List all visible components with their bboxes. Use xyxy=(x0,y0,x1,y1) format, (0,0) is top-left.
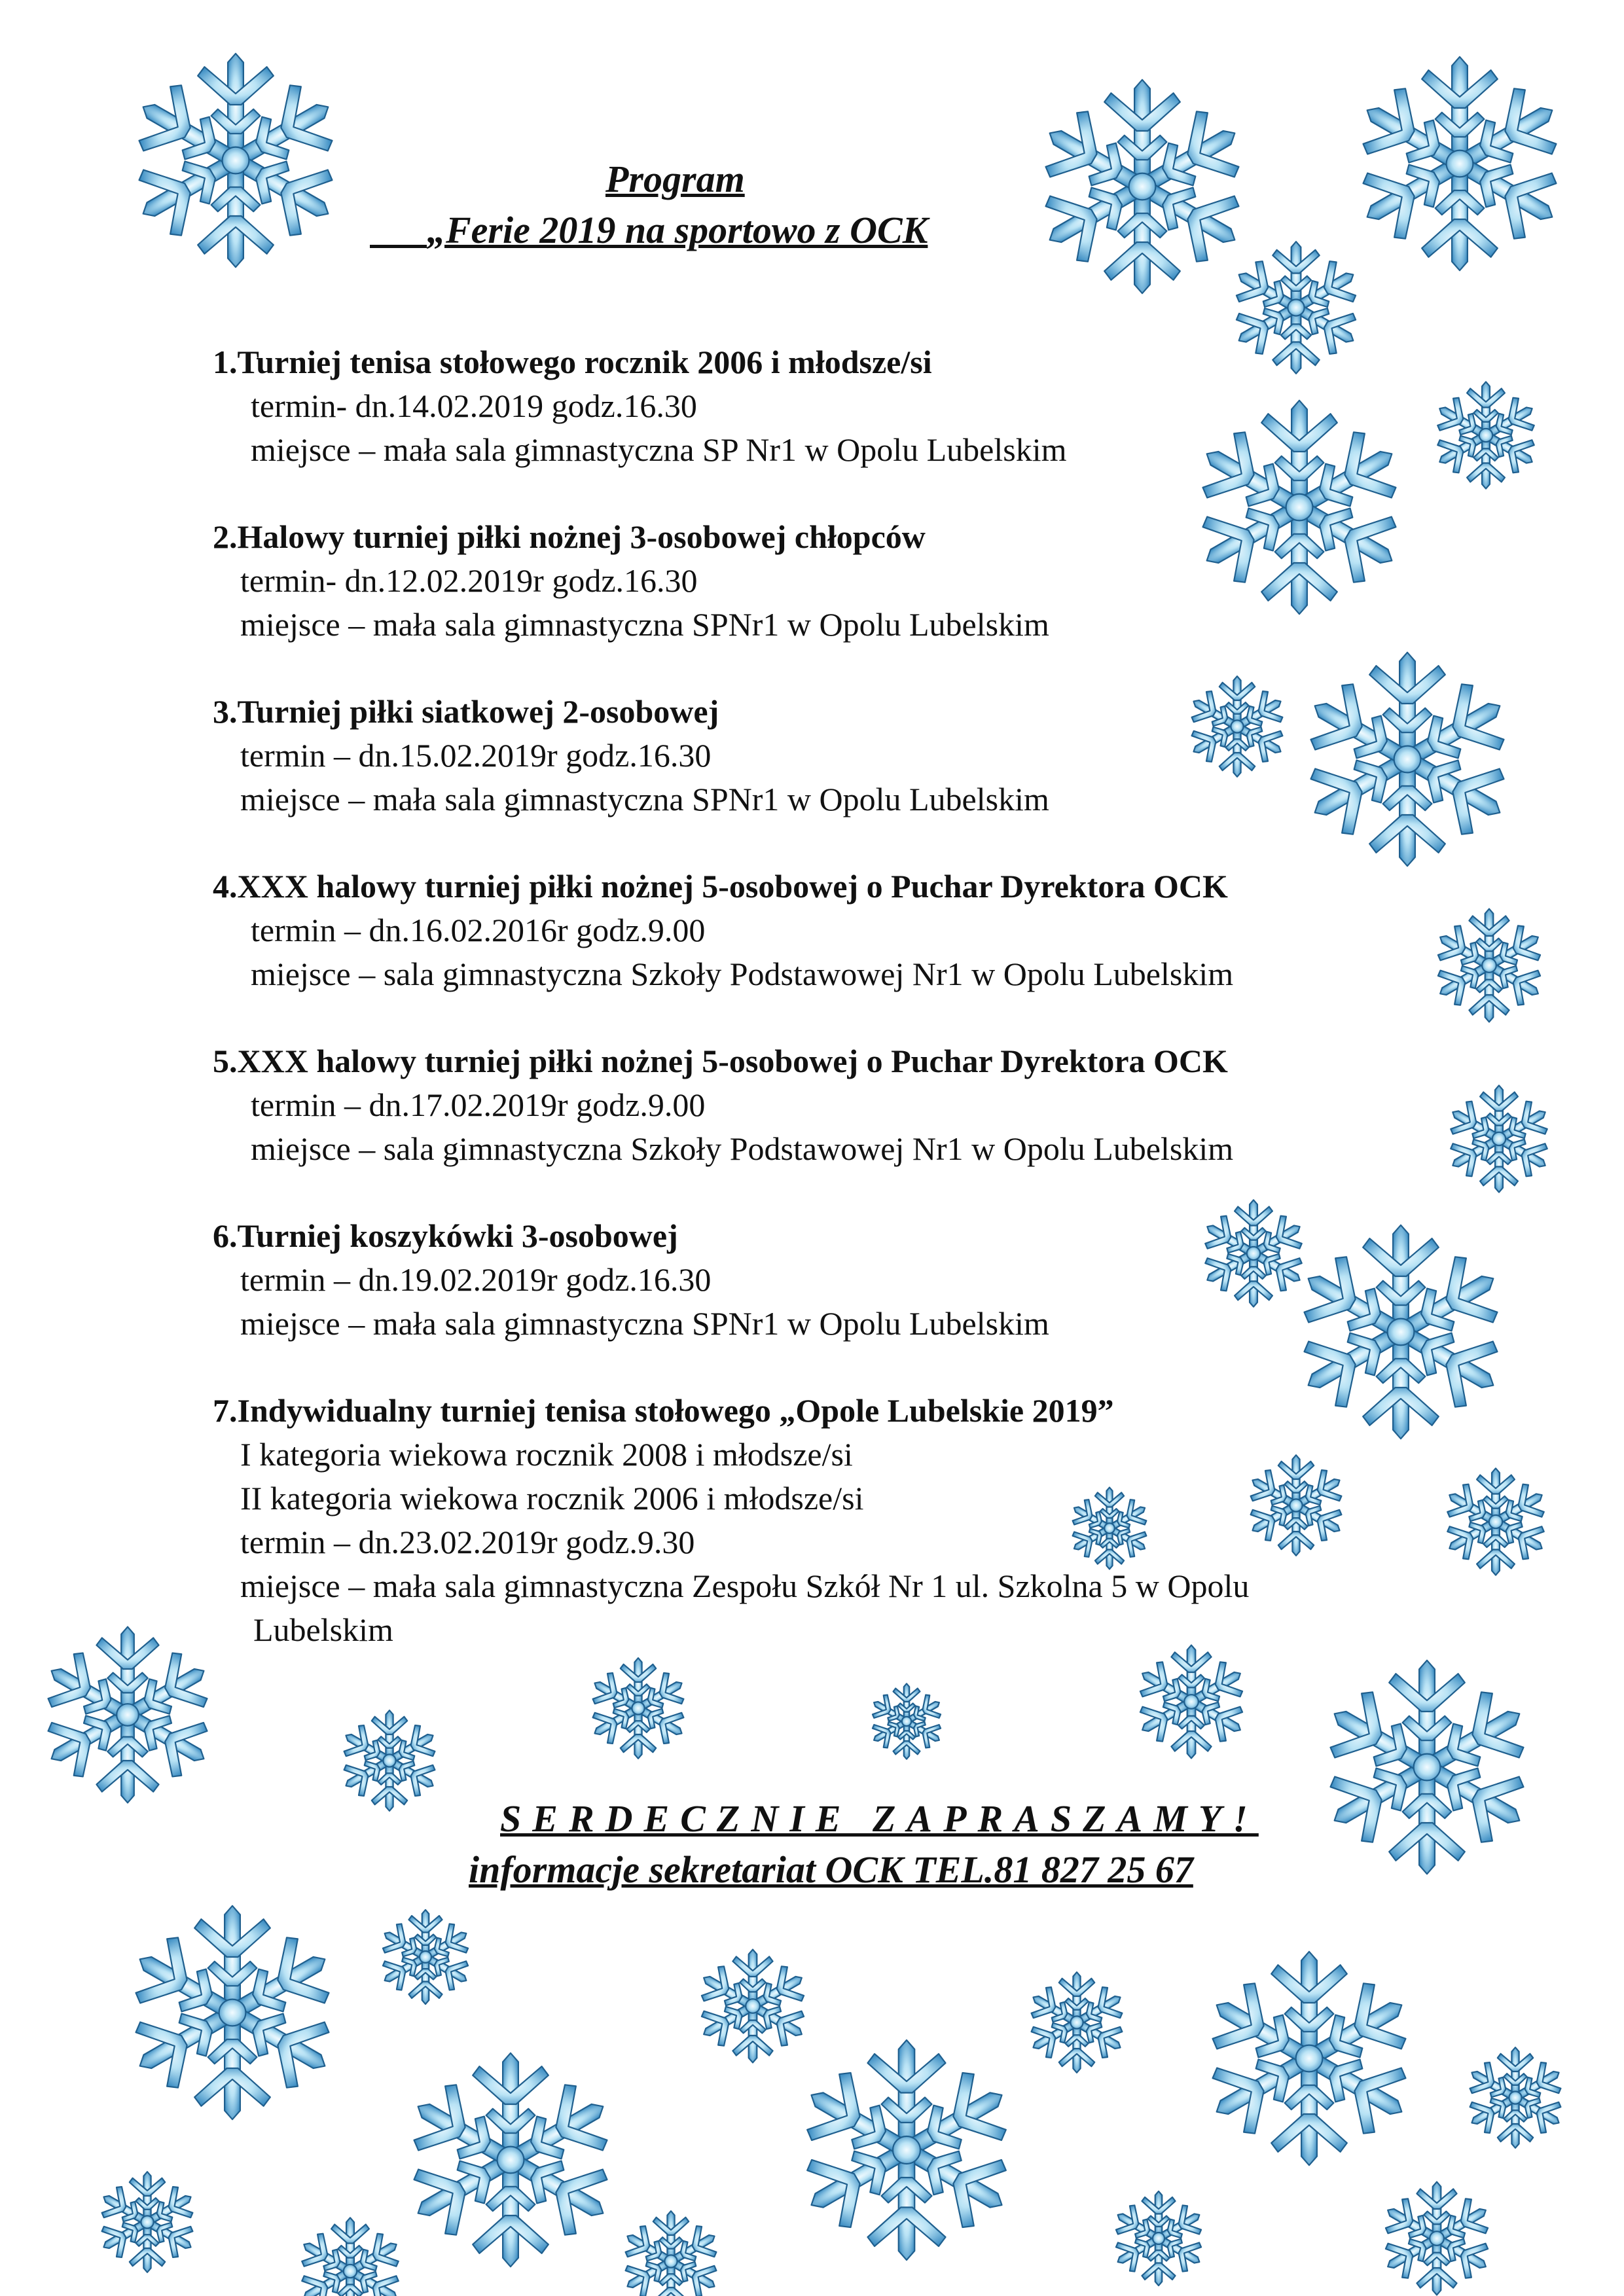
snowflake-icon xyxy=(36,1627,219,1803)
event-title: 2.Halowy turniej piłki nożnej 3-osobowej chłopców xyxy=(213,518,926,555)
snowflake-icon xyxy=(1348,57,1571,270)
event-item xyxy=(213,1214,1456,1346)
snowflake-icon xyxy=(1031,80,1254,293)
event-date: termin – dn.17.02.2019r godz.9.00 xyxy=(251,1086,706,1123)
snowflake-icon xyxy=(124,54,347,267)
event-item xyxy=(213,515,1456,647)
subtitle-leading-underline xyxy=(370,209,427,251)
event-title: 5.XXX halowy turniej piłki nożnej 5-osobowej o Puchar Dyrektora OCK xyxy=(213,1043,1228,1079)
event-venue: miejsce – mała sala gimnastyczna SPNr1 w Opolu Lubelskim xyxy=(240,1305,1049,1342)
event-date: termin- dn.12.02.2019r godz.16.30 xyxy=(240,562,698,599)
snowflake-icon xyxy=(95,2172,200,2272)
snowflake-icon xyxy=(295,2217,406,2296)
snowflake-icon xyxy=(619,2211,723,2296)
snowflake-icon xyxy=(1440,1468,1551,1575)
event-venue: miejsce – sala gimnastyczna Szkoły Podstawowej Nr1 w Opolu Lubelskim xyxy=(251,956,1234,992)
event-date: termin- dn.14.02.2019 godz.16.30 xyxy=(251,387,697,424)
snowflake-icon xyxy=(1110,2191,1208,2286)
event-item xyxy=(213,865,1456,996)
event-venue: miejsce – mała sala gimnastyczna SP Nr1 w Opolu Lubelskim xyxy=(251,431,1067,468)
event-title: 4.XXX halowy turniej piłki nożnej 5-osobowej o Puchar Dyrektora OCK xyxy=(213,868,1228,905)
page-subtitle xyxy=(370,208,928,252)
snowflake-icon xyxy=(694,1950,812,2063)
snowflake-icon xyxy=(376,1910,475,2004)
snowflake-icon xyxy=(1378,2182,1496,2295)
event-venue-continued: Lubelskim xyxy=(253,1611,393,1648)
event-venue: miejsce – mała sala gimnastyczna Zespołu Szkół Nr 1 ul. Szkolna 5 w Opolu xyxy=(240,1568,1250,1604)
event-date: termin – dn.23.02.2019r godz.9.30 xyxy=(240,1524,695,1560)
snowflake-icon xyxy=(792,2040,1021,2260)
event-item xyxy=(213,690,1456,821)
event-title: 1.Turniej tenisa stołowego rocznik 2006 i młodsze/si xyxy=(213,344,932,380)
page-title: Program xyxy=(605,158,745,200)
event-venue: miejsce – mała sala gimnastyczna SPNr1 w Opolu Lubelskim xyxy=(240,781,1049,817)
event-item xyxy=(213,1039,1456,1171)
event-date: termin – dn.15.02.2019r godz.16.30 xyxy=(240,737,712,774)
invitation-text: SERDECZNIE ZAPRASZAMY! xyxy=(500,1797,1259,1840)
snowflake-icon xyxy=(399,2053,622,2267)
event-title: 3.Turniej piłki siatkowej 2-osobowej xyxy=(213,693,719,730)
event-date: termin – dn.19.02.2019r godz.16.30 xyxy=(240,1261,712,1298)
snowflake-icon xyxy=(1198,1952,1420,2165)
event-title: 7.Indywidualny turniej tenisa stołowego „Opole Lubelskie 2019” xyxy=(213,1392,1114,1429)
subtitle-text: „Ferie 2019 na sportowo z OCK xyxy=(427,209,928,251)
event-item xyxy=(213,1389,1456,1652)
event-title: 6.Turniej koszykówki 3-osobowej xyxy=(213,1217,678,1254)
event-venue: miejsce – mała sala gimnastyczna SPNr1 w Opolu Lubelskim xyxy=(240,606,1049,643)
event-item xyxy=(213,340,1456,472)
event-venue: miejsce – sala gimnastyczna Szkoły Podstawowej Nr1 w Opolu Lubelskim xyxy=(251,1130,1234,1167)
snowflake-icon xyxy=(1443,1085,1555,1192)
event-category: II kategoria wiekowa rocznik 2006 i młodsze/si xyxy=(240,1480,864,1516)
snowflake-icon xyxy=(1463,2047,1568,2148)
snowflake-icon xyxy=(337,1710,442,1811)
event-category: I kategoria wiekowa rocznik 2008 i młodsze/si xyxy=(240,1436,853,1473)
event-list xyxy=(213,340,1456,1695)
event-date: termin – dn.16.02.2016r godz.9.00 xyxy=(251,912,706,948)
snowflake-icon xyxy=(121,1906,344,2119)
snowflake-icon xyxy=(1024,1972,1129,2073)
contact-info: informacje sekretariat OCK TEL.81 827 25 67 xyxy=(469,1848,1193,1891)
